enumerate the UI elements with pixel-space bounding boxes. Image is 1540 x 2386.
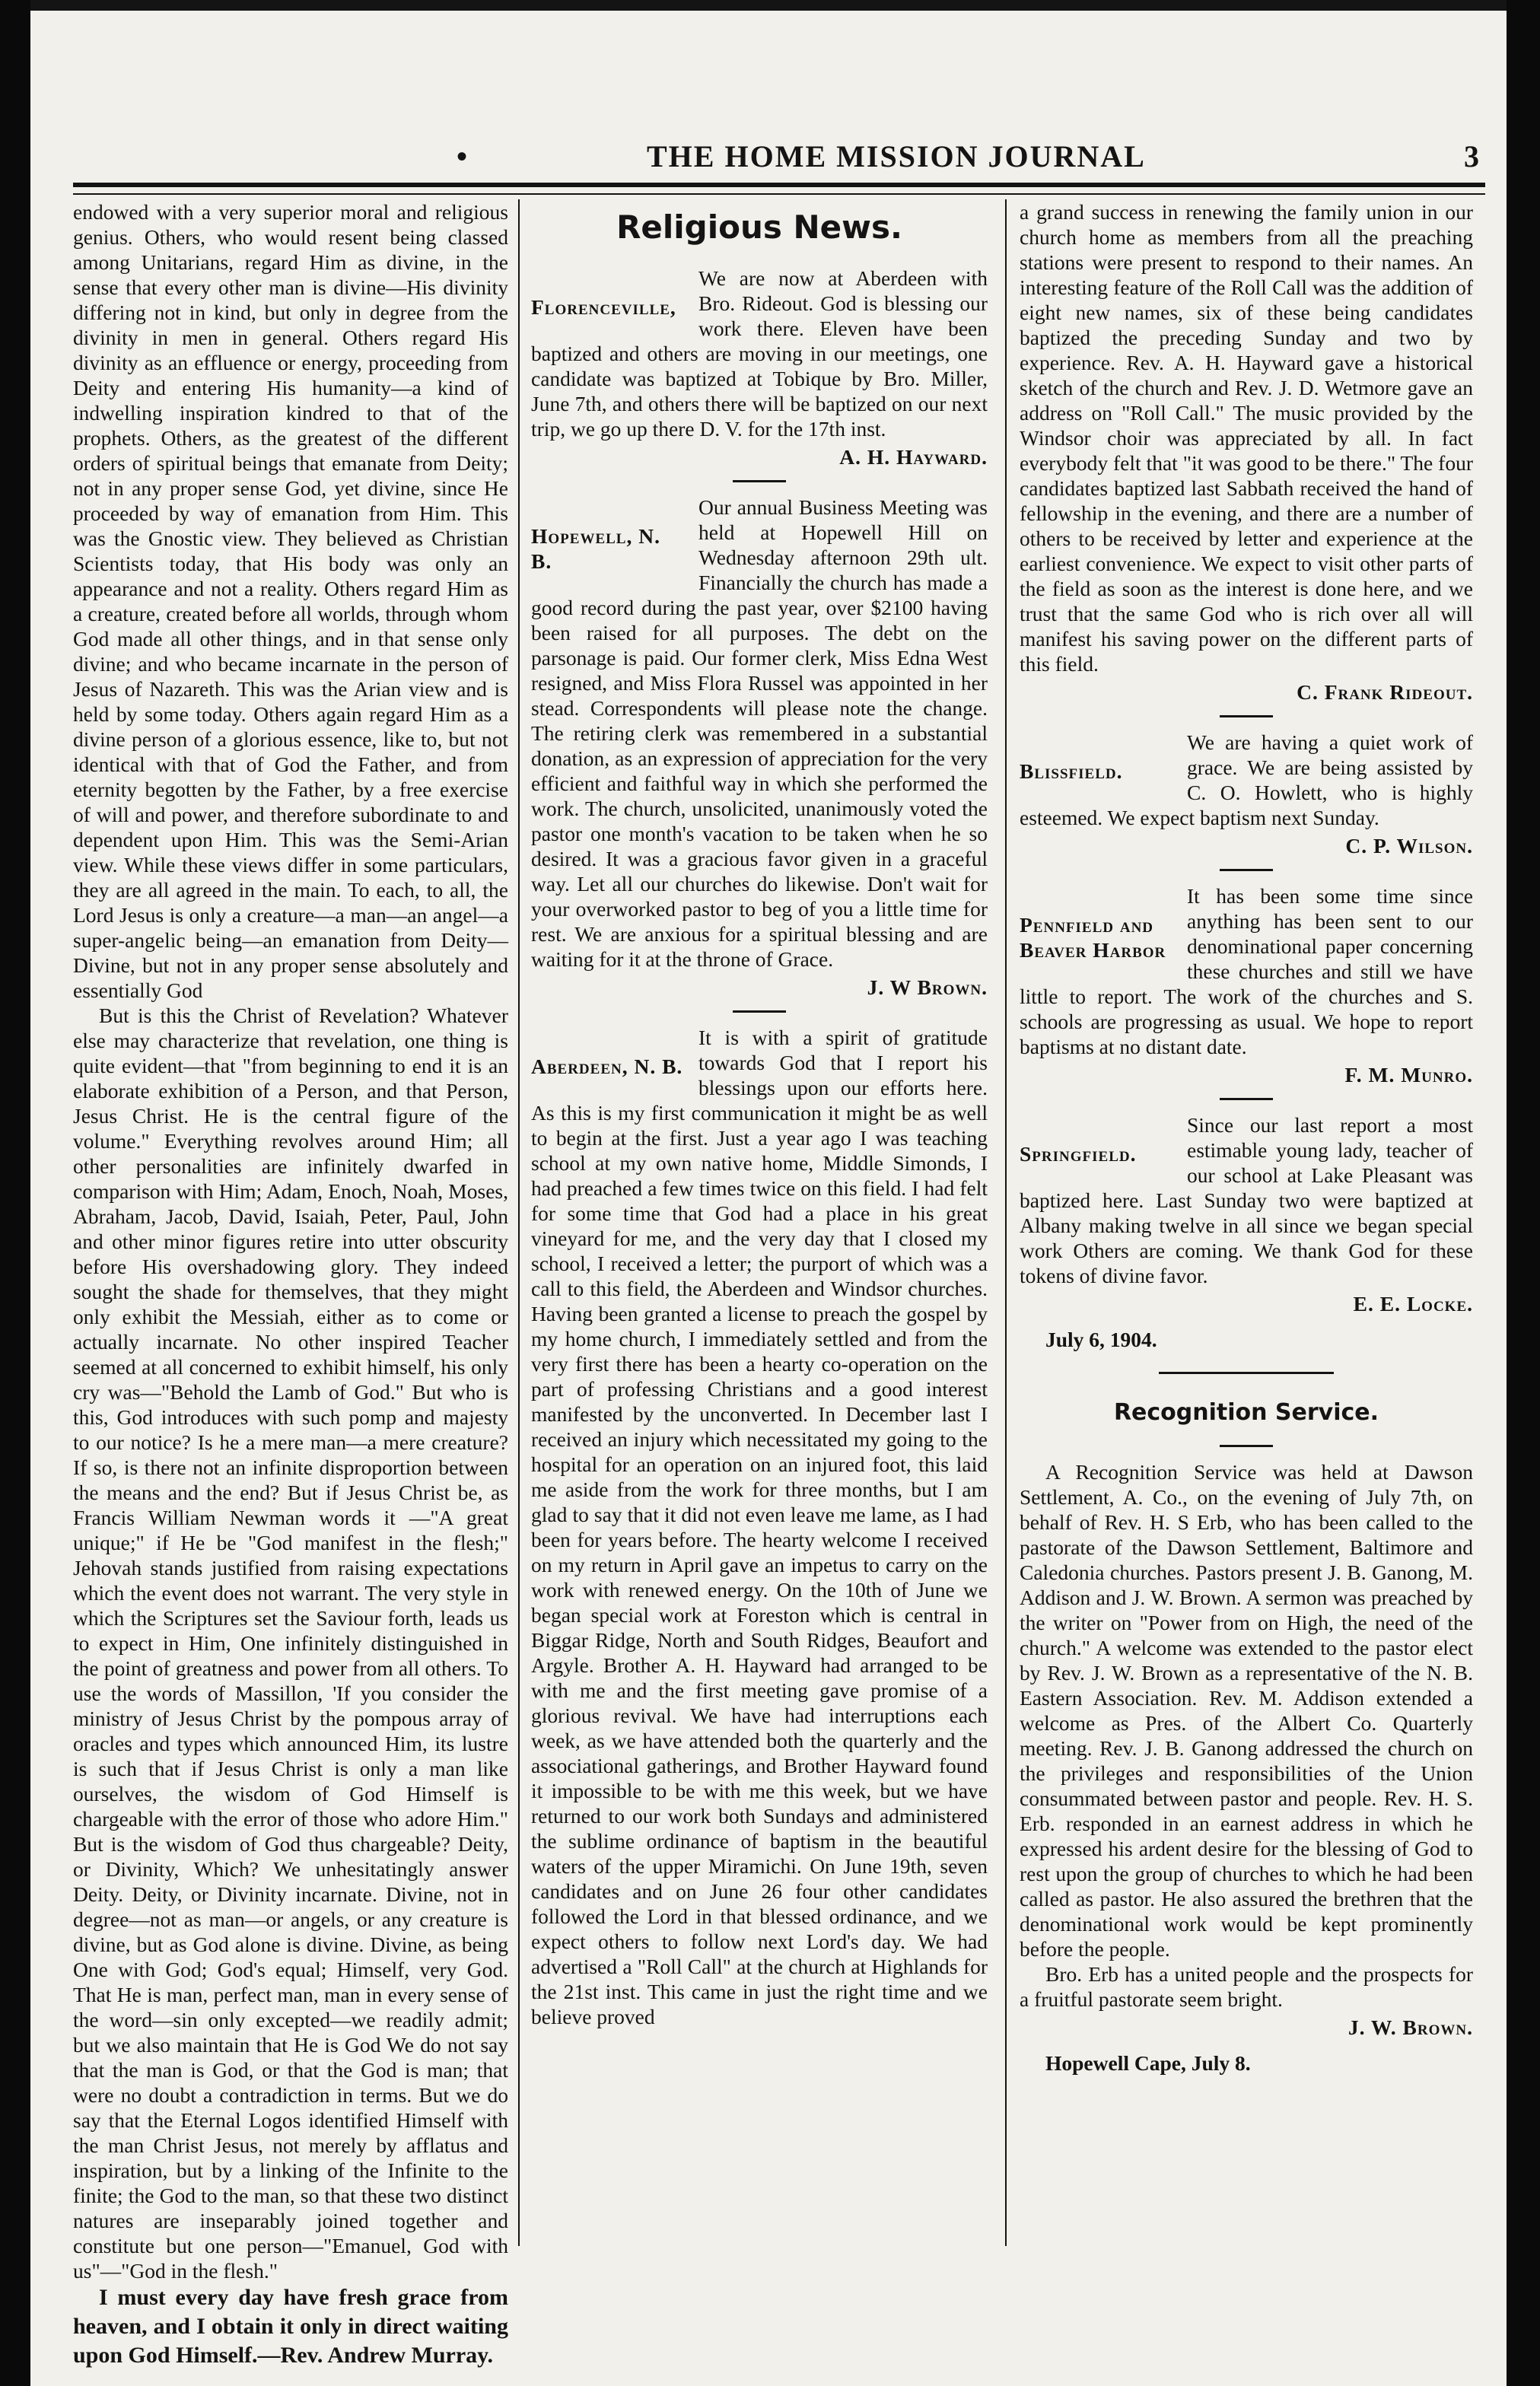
news-item-blissfield	[1020, 730, 1473, 830]
item-text-aberdeen: It is with a spirit of gratitude towards God that I report his blessings upon our efforts here. As this is my first communication it might be as well to begin at the first. Just a year ago I was teaching school at my own native home, Middle Simonds, I had preached a few times twice on this field. I had felt for some time that God had a place in his great vineyard for me, and the very day that I closed my school, I received a letter; the purport of which was a call to this field, the Aberdeen and Windsor churches. Having been granted a license to preach the gospel by my home church, I immediately settled and from the very first there has been a hearty co-operation on the part of professing Christians and a good interest manifested by the unconverted. In December last I received an injury which necessitated my going to the hospital for an operation on an injured foot, this laid me aside from the work for three months, but I am glad to say that it did not even leave me lame, as I had been for years before. The hearty welcome I received on my return in April gave an impetus to carry on the work with renewed energy. On the 10th of June we began special work at Foreston which is central in Biggar Ridge, North and South Ridges, Beaufort and Argyle. Brother A. H. Hayward had arranged to be with me and the first meeting gave promise of a glorious revival. We have had interruptions each week, as we have attended both the quarterly and the associational gatherings, and Brother Hayward found it impossible to be with me this week, but we have returned to our work both Sundays and administered the sublime ordinance of baptism in the beautiful waters of the upper Miramichi. On June 19th, seven candidates and on June 26 four other candidates followed the Lord in that blessed ordinance, and we expect others to follow next Lord's day. We had advertised a "Roll Call" at the church at Highlands for the 21st inst. This came in just the right time and we believe proved	[531, 1026, 988, 2028]
item-text-blissfield: We are having a quiet work of grace. We are being assisted by C. O. Howlett, who is highly esteemed. We expect baptism next Sunday.	[1020, 730, 1473, 829]
newspaper-page	[30, 0, 1507, 2386]
item-text-florenceville: We are now at Aberdeen with Bro. Rideout. God is blessing our work there. Eleven have been baptized and others are moving in our meetings, one candidate was baptized at Tobique by Bro. Miller, June 7th, and others there will be baptized on our next trip, we go up there D. V. for the 17th inst.	[531, 266, 988, 441]
place-aberdeen: Aberdeen, N. B.	[531, 1055, 683, 1078]
place-springfield: Springfield.	[1020, 1142, 1137, 1166]
page-number: 3	[1464, 139, 1479, 173]
header-dot: •	[457, 139, 468, 173]
news-item-aberdeen	[531, 1025, 988, 2029]
separator-dash	[733, 480, 786, 482]
item-text-hopewell: Our annual Business Meeting was held at Hopewell Hill on Wednesday afternoon 29th ult. Financially the church has made a good record during the past year, over $2100 having been raised for all purposes. The debt on the parsonage is paid. Our former clerk, Miss Edna West resigned, and Miss Flora Russel was appointed in her stead. Correspondents will please note the change. The retiring clerk was remembered in a substantial donation, as an expression of appreciation for the very efficient and faithful way in which she performed the work. The church, unsolicited, unanimously voted the pastor one month's vacation to be taken when he so desired. It was a gracious favor given in a graceful way. Let all our churches do likewise. Don't wait for your overworked pastor to beg of you a little time for rest. We are anxious for a spiritual blessing and are waiting for it at the throne of Grace.	[531, 495, 988, 971]
recognition-text-2: Bro. Erb has a united people and the prospects for a fruitful pastorate seem bright.	[1020, 1962, 1473, 2011]
column-3	[1020, 199, 1473, 2076]
separator-dash	[1220, 715, 1273, 717]
recognition-service-heading: Recognition Service.	[1113, 1399, 1379, 1426]
column-divider-left	[518, 199, 520, 2246]
article-para-1: endowed with a very superior moral and religious genius. Others, who would resent being classed among Unitarians, regard Him as divine, in the sense that every other man is divine—His divinity differing not in kind, but only in degree from the divinity in men in general. Others regard His divinity as an effluence or energy, proceeding from Deity and entering His humanity—a kind of indwelling inspiration kindred to that of the prophets. Others, as the greatest of the different orders of spiritual beings that emanate from Deity; not in any proper sense God, yet divine, since He proceeded by way of emanation from Him. This was the Gnostic view. They believed as Christian Scientists today, that His body was only an appearance and not a reality. Others regard Him as a creature, created before all worlds, through whom God made all other things, and in that sense only divine; and who became incarnate in the person of Jesus of Nazareth. This was the Arian view and is held by some today. Others again regard Him as a divine person of a glorious essence, like to, but not identical with that of God the Father, and from eternity begotten by the Father, by a free exercise of will and power, and therefore subordinate to and dependent upon Him. This was the Semi-Arian view. While these views differ in some particulars, they are all agreed in the main. To each, to all, the Lord Jesus is only a creature—a man—an angel—a super-angelic being—an emanation from Deity—Divine, but not in any proper sense absolutely and essentially God	[73, 200, 508, 1002]
signature-wilson: C. P. Wilson.	[1345, 834, 1473, 857]
item-text-springfield: Since our last report a most estimable young lady, teacher of our school at Lake Pleasant was baptized here. Last Sunday two were baptized at Albany making twelve in all since we began special work Others are coming. We thank God for these tokens of divine favor.	[1020, 1113, 1473, 1287]
separator-dash	[1220, 1445, 1273, 1447]
news-item-springfield	[1020, 1112, 1473, 1288]
top-border	[30, 0, 1507, 11]
signature-brown-2: J. W. Brown.	[1348, 2015, 1473, 2039]
place-florenceville: Florenceville,	[531, 295, 676, 319]
place-pennfield: Pennfield and Beaver Harbor	[1020, 913, 1166, 962]
header-rule-thick	[73, 183, 1485, 187]
page-header	[30, 137, 1507, 183]
signature-locke: E. E. Locke.	[1353, 1292, 1473, 1315]
separator-dash	[1220, 1098, 1273, 1100]
item-text-aberdeen-cont: a grand success in renewing the family union in our church home as members from all the preaching stations were present to respond to their names. An interesting feature of the Roll Call was the addition of eight new names, six of these being candidates baptized the preceding Sunday and two by experience. Rev. A. H. Hayward gave a historical sketch of the church and Rev. J. D. Wetmore gave an address on "Roll Call." The music provided by the Windsor choir was appreciated by all. In fact everybody felt that "it was good to be there." The four candidates baptized last Sabbath received the hand of fellowship in the evening, and there are a number of others to be received by letter and experience at the earliest convenience. We expect to visit other parts of the field as soon as the interest is done here, and we trust that the same God who is rich over all will manifest his saving power on the different parts of this field.	[1020, 200, 1473, 676]
column-1	[73, 199, 508, 2370]
signature-rideout: C. Frank Rideout.	[1297, 680, 1473, 704]
header-rule-thin	[73, 193, 1485, 195]
item-text-pennfield: It has been some time since anything has been sent to our denominational paper concerning these churches and still we have little to report. The work of the churches and S. schools are progressing as usual. We hope to report baptisms at no distant date.	[1020, 884, 1473, 1058]
article-para-2: But is this the Christ of Revelation? Whatever else may characterize that revelation, one thing is quite evident—that "from beginning to end it is an elaborate exhibition of a Person, and that Person, Jesus Christ. He is the central figure of the volume." Everything revolves around Him; all other personalities are infinitely dwarfed in comparison with Him; Adam, Enoch, Noah, Moses, Abraham, Jacob, David, Isaiah, Peter, Paul, John and other minor figures retire into utter obscurity before His overshadowing glory. They indeed sought the shade for themselves, that they might only exhibit the Messiah, either as to come or actually incarnate. No other inspired Teacher seemed at all concerned to exhibit himself, his only cry was—"Behold the Lamb of God." But who is this, God introduces with such pomp and majesty to our notice? Is he a mere man—a mere creature? If so, is there not an infinite disproportion between the means and the end? But if Jesus Christ be, as Francis William Newman words it —"A great unique;" if He be "God manifest in the flesh;" Jehovah stands justified from raising expectations which the event does not warrant. The very style in which the Scriptures set the Saviour forth, leads us to expect in Him, One infinitely distinguished in the point of greatness and power from all others. To use the words of Massillon, 'If you consider the ministry of Jesus Christ by the pompous array of oracles and types which announced Him, its lustre is such that if Jesus Christ is only a man like ourselves, the wisdom of God Himself is chargeable with the error of those who adore Him." But is the wisdom of God thus chargeable? Deity, or Divinity, Which? We unhesitatingly answer Deity. Deity, or Divinity incarnate. Divine, not in degree—not as man—or angels, or any creature is divine, but as God alone is divine. Divine, as being One with God; God's equal; Himself, very God. That He is man, perfect man, man in every sense of the word—sin only excepted—we readily admit; but we also maintain that He is God We do not say that the man is God, or that the God is man; that were no doubt a contradiction in terms. But we do say that the Eternal Logos identified Himself with the man Christ Jesus, not merely by afflatus and inspiration, but by a linking of the Infinite to the finite; the God to the man, so that these two distinct natures are inseparably joined together and constitute but one person—"Emanuel, God with us"—"God in the flesh."	[73, 1004, 508, 2283]
recognition-text: A Recognition Service was held at Dawson Settlement, A. Co., on the evening of July 7th, on behalf of Rev. H. S Erb, who has been called to the pastorate of the Dawson Settlement, Baltimore and Caledonia churches. Pastors present J. B. Ganong, M. Addison and J. W. Brown. A sermon was preached by the writer on "Power from on High, the need of the church." A welcome was extended to the pastor elect by Rev. J. W. Brown as a representative of the N. B. Eastern Association. Rev. M. Addison extended a welcome as Pres. of the Albert Co. Quarterly meeting. Rev. J. B. Ganong addressed the church on the privileges and responsibilities of the Union consummated between pastor and people. Rev. H. S. Erb. responded in an earnest address in which he expressed his ardent desire for the blessing of God to rest upon the group of churches to which he had been called as pastor. He also assured the brethren that the denominational work would be kept prominently before the people.	[1020, 1460, 1473, 1961]
separator-dash	[1220, 869, 1273, 871]
separator-dash	[733, 1010, 786, 1013]
column-divider-right	[1005, 199, 1007, 2246]
news-item-pennfield	[1020, 883, 1473, 1059]
news-item-florenceville	[531, 266, 988, 441]
murray-quote: I must every day have fresh grace from heaven, and I obtain it only in direct waiting upon God Himself.—Rev. Andrew Murray.	[73, 2285, 508, 2368]
religious-news-heading: Religious News.	[616, 208, 902, 246]
dateline-hopewell-cape: Hopewell Cape, July 8.	[1045, 2051, 1251, 2075]
place-blissfield: Blissfield.	[1020, 759, 1123, 783]
section-separator	[1159, 1372, 1334, 1374]
dateline-springfield: July 6, 1904.	[1045, 1328, 1157, 1351]
place-hopewell: Hopewell, N. B.	[531, 524, 660, 573]
signature-munro: F. M. Munro.	[1344, 1063, 1473, 1086]
journal-title: THE HOME MISSION JOURNAL	[647, 139, 1146, 173]
signature-hayward: A. H. Hayward.	[839, 445, 988, 469]
column-2	[531, 199, 988, 2029]
signature-brown: J. W Brown.	[867, 975, 988, 999]
news-item-hopewell	[531, 495, 988, 972]
